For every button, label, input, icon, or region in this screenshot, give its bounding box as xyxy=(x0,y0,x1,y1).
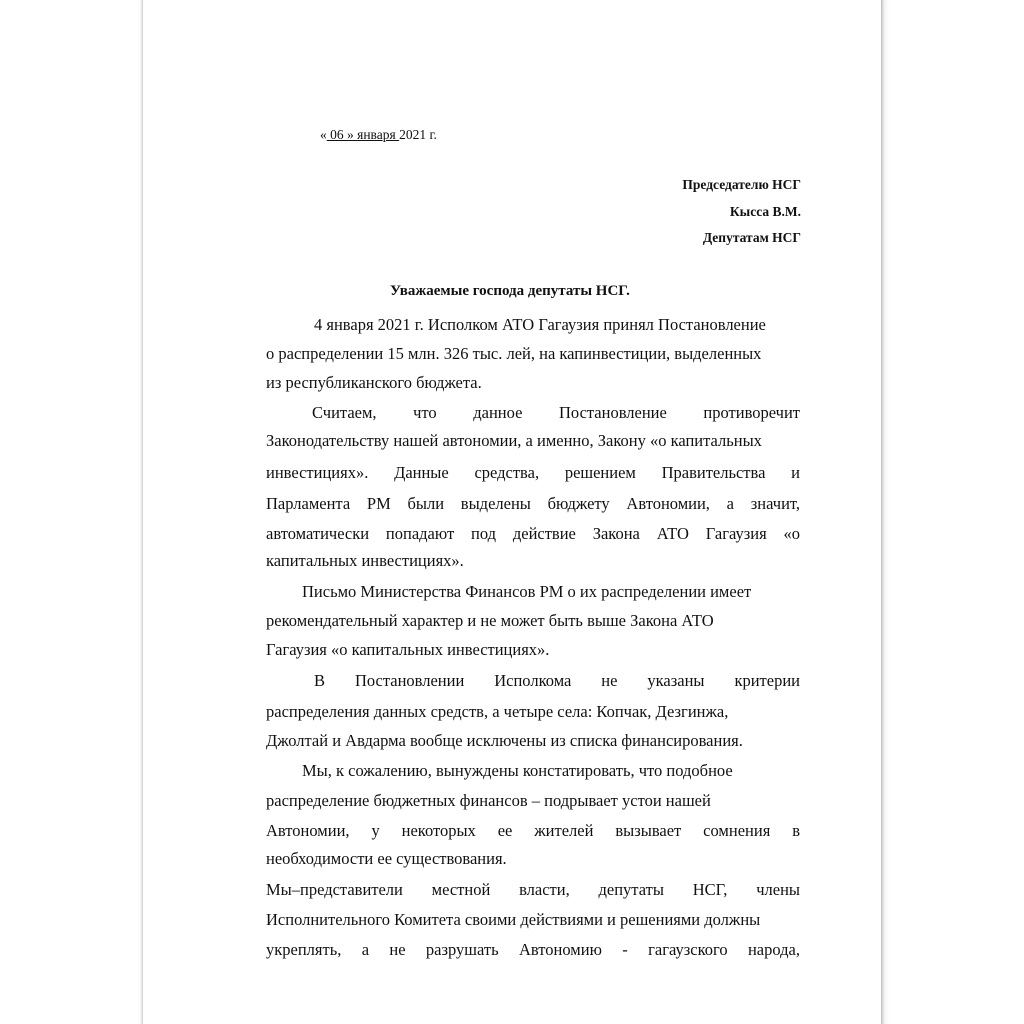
date-day: 06 » xyxy=(326,127,358,142)
body-line: В Постановлении Исполкома не указаны критерии xyxy=(314,671,800,690)
body-line: Джолтай и Авдарма вообще исключены из списка финансирования. xyxy=(266,731,743,750)
addressee-line-chairman: Председателю НСГ xyxy=(682,177,801,192)
body-line: Мы, к сожалению, вынуждены констатировать, что подобное xyxy=(302,761,733,780)
body-line: распределение бюджетных финансов – подрывает устои нашей xyxy=(266,791,711,810)
body-line: Письмо Министерства Финансов РМ о их распределении имеет xyxy=(302,582,752,601)
addressee-line-deputies: Депутатам НСГ xyxy=(702,230,801,245)
addressee-line-name: Кысса В.М. xyxy=(729,204,801,219)
salutation: Уважаемые господа депутаты НСГ. xyxy=(390,283,630,299)
body-line: укреплять, а не разрушать Автономию - гагаузского народа, xyxy=(266,940,800,959)
body-line: Парламента РМ были выделены бюджету Автономии, а значит, xyxy=(266,494,800,513)
body-line: Исполнительного Комитета своими действиями и решениями должны xyxy=(266,910,761,929)
body-line: Гагаузия «о капитальных инвестициях». xyxy=(266,640,550,659)
body-line: инвестициях». Данные средства, решением Правительства и xyxy=(266,463,800,482)
date-open-quote: « xyxy=(320,127,327,142)
letter-date xyxy=(320,128,437,142)
body-line: из республиканского бюджета. xyxy=(266,373,482,392)
body-line: Мы–представители местной власти, депутаты НСГ, члены xyxy=(266,880,800,899)
body-line: о распределении 15 млн. 326 тыс. лей, на капинвестиции, выделенных xyxy=(266,344,762,363)
body-line: рекомендательный характер и не может быть выше Закона АТО xyxy=(266,611,714,630)
date-month: января xyxy=(357,127,400,142)
body-line: необходимости ее существования. xyxy=(266,849,507,868)
body-line: Автономии, у некоторых ее жителей вызывает сомнения в xyxy=(266,821,800,840)
body-line: 4 января 2021 г. Исполком АТО Гагаузия принял Постановление xyxy=(314,315,766,334)
body-line: Считаем, что данное Постановление противоречит xyxy=(312,403,800,422)
body-line: распределения данных средств, а четыре села: Копчак, Дезгинжа, xyxy=(266,702,729,721)
body-line: автоматически попадают под действие Закона АТО Гагаузия «о xyxy=(266,524,800,543)
body-line: Законодательству нашей автономии, а именно, Закону «о капитальных xyxy=(266,431,762,450)
body-line: капитальных инвестициях». xyxy=(266,551,464,570)
date-year: 2021 г. xyxy=(399,127,437,142)
